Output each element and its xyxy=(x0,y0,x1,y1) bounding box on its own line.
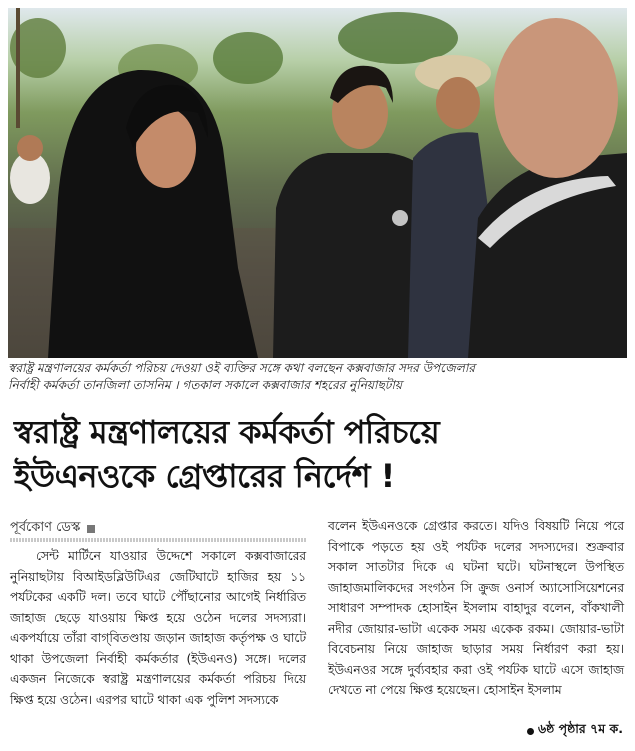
caption-line: স্বরাষ্ট্র মন্ত্রণালয়ের কর্মকর্তা পরিচয় দেওয়া ওই ব্যক্তির সঙ্গে কথা বলছেন কক্সবাজার সদর উপজেলার xyxy=(8,361,475,375)
headline xyxy=(14,410,624,498)
body-column-right: বলেন ইউএনওকে গ্রেপ্তার করতে। যদিও বিষয়টি নিয়ে পরে বিপাকে পড়তে হয় ওই পর্যটক দলের সদস্যদের। শুক্রবার সকাল সাতটার দিকে এ ঘটনা ঘটে। ঘটনাস্থলে উপস্থিত জাহাজমালিকদের সংগঠন সি ক্রুজ ওনার্স অ্যাসোসিয়েশনের সাধারণ সম্পাদক হোসাইন ইসলাম বাহাদুর বলেন, বাঁকখালী নদীর জোয়ার-ভাটা একেক সময় একেক রকম। জোয়ার-ভাটা বিবেচনায় নিয়ে জাহাজ ছাড়ার সময় নির্ধারণ করা হয়। ইউএনওর সঙ্গে দুর্ব্যবহার করা ওই পর্যটক ঘাটে এসে জাহাজ দেখতে না পেয়ে ক্ষিপ্ত হয়েছেন। হোসাইন ইসলাম xyxy=(328,518,624,697)
byline-text: পূর্বকোণ ডেস্ক xyxy=(10,520,81,535)
photo-caption xyxy=(8,360,627,394)
bullet-icon xyxy=(527,728,534,735)
continued-text: ৬ষ্ঠ পৃষ্ঠার ৭ম ক. xyxy=(537,721,623,736)
continued-note xyxy=(527,721,623,741)
news-photo xyxy=(8,8,627,358)
byline xyxy=(10,518,95,539)
caption-line: নির্বাহী কর্মকর্তা তানজিলা তাসনিম । গতকাল সকালে কক্সবাজার শহরের নুনিয়াছটায় xyxy=(8,378,402,392)
photo-scene xyxy=(8,8,627,358)
body-column-left: সেন্ট মার্টিনে যাওয়ার উদ্দেশে সকালে কক্সবাজারের নুনিয়াছটায় বিআইডব্লিউটিএর জেটিঘাটে হাজির হয় ১১ পর্যটকের একটি দল। তবে ঘাটে পৌঁছানোর আগেই নির্ধারিত জাহাজ ছেড়ে যাওয়ায় ক্ষিপ্ত হয়ে ওঠেন দলের সদস্যরা। একপর্যায়ে তাঁরা বাগ্‌বিতণ্ডায় জড়ান জাহাজ কর্তৃপক্ষ ও ঘাটে থাকা উপজেলা নির্বাহী কর্মকর্তার (ইউএনও) সঙ্গে। দলের একজন নিজেকে স্বরাষ্ট্র মন্ত্রণালয়ের কর্মকর্তা পরিচয় দিয়ে ক্ষিপ্ত হয়ে ওঠেন। এরপর ঘাটে থাকা এক পুলিশ সদস্যকে xyxy=(10,548,306,707)
byline-rule xyxy=(10,538,306,542)
headline-line: ইউএনওকে গ্রেপ্তারের নির্দেশ ! xyxy=(14,457,395,495)
headline-line: স্বরাষ্ট্র মন্ত্রণালয়ের কর্মকর্তা পরিচয়ে xyxy=(14,413,440,451)
byline-square-icon xyxy=(87,525,95,533)
